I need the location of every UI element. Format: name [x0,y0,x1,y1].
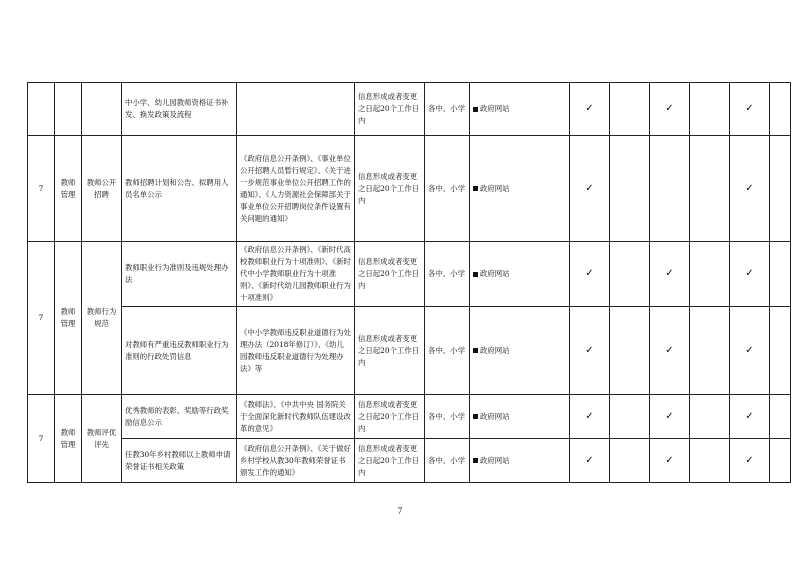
empty-cell [690,83,730,136]
category-cell: 教师管理 [55,395,82,483]
check-mark-icon: ✓ [570,136,610,242]
time-limit-cell: 信息形成或者变更之日起20个工作日内 [355,307,425,395]
subject-cell: 各中、小学 [425,439,470,483]
page-number: 7 [397,506,403,516]
subject-cell: 各中、小学 [425,242,470,307]
square-bullet-icon [473,348,478,353]
item-cell: 教师行为规范 [82,242,122,395]
content-cell: 教师招聘计划和公告、拟聘用人员名单公示 [122,136,237,242]
empty-cell [770,307,791,395]
content-cell: 任教30年乡村教师以上教师申请荣誉证书相关政策 [122,439,237,483]
table-row [28,439,791,483]
content-cell: 优秀教师的表彰、奖励等行政奖励信息公示 [122,395,237,439]
check-mark-icon: ✓ [570,242,610,307]
channel-cell [470,242,570,307]
empty-cell [690,439,730,483]
check-mark-icon: ✓ [730,439,770,483]
check-mark-icon: ✓ [730,307,770,395]
square-bullet-icon [473,186,478,191]
channel-label: 政府网站 [480,345,510,355]
empty-cell [770,439,791,483]
content-cell: 中小学、幼儿园教师资格证书补发、换发政策及流程 [122,83,237,136]
basis-cell: 《政府信息公开条例》、《新时代高校教师职业行为十项准则》、《新时代中小学教师职业行为十项准则》、《新时代幼儿园教师职业行为十项准则》 [237,242,355,307]
time-limit-cell: 信息形成或者变更之日起20个工作日内 [355,395,425,439]
square-bullet-icon [473,107,478,112]
channel-cell [470,439,570,483]
empty-cell [690,307,730,395]
category-cell: 教师管理 [55,242,82,395]
empty-cell [610,83,650,136]
subject-cell: 各中、小学 [425,395,470,439]
time-limit-cell: 信息形成或者变更之日起20个工作日内 [355,136,425,242]
check-mark-icon: ✓ [570,307,610,395]
table-row [28,136,791,242]
empty-cell [770,242,791,307]
check-mark-icon: ✓ [650,83,690,136]
check-mark-icon: ✓ [730,395,770,439]
subject-cell: 各中、小学 [425,83,470,136]
disclosure-table [27,82,791,483]
check-mark-icon: ✓ [730,136,770,242]
time-limit-cell: 信息形成或者变更之日起20个工作日内 [355,242,425,307]
check-mark-icon: ✓ [650,439,690,483]
table-row [28,395,791,439]
seq-cell: 7 [28,395,55,483]
table-row [28,242,791,307]
empty-cell [690,242,730,307]
check-mark-icon: ✓ [570,439,610,483]
channel-cell [470,307,570,395]
basis-cell [237,83,355,136]
channel-label: 政府网站 [480,269,510,278]
channel-cell [470,83,570,136]
square-bullet-icon [473,414,478,419]
channel-cell [470,395,570,439]
empty-cell [650,136,690,242]
check-mark-icon: ✓ [570,83,610,136]
square-bullet-icon [473,458,478,463]
category-cell: 教师管理 [55,136,82,242]
empty-cell [770,83,791,136]
item-cell [82,83,122,136]
empty-cell [610,242,650,307]
check-mark-icon: ✓ [650,242,690,307]
basis-cell: 《教师法》、《中共中央 国务院关于全面深化新时代教师队伍建设改革的意见》 [237,395,355,439]
check-mark-icon: ✓ [730,83,770,136]
empty-cell [770,395,791,439]
basis-cell: 《政府信息公开条例》、《事业单位公开招聘人员暂行规定》、《关于进一步规范事业单位公开招聘工作的通知》、《人力资源社会保障部关于事业单位公开招聘岗位条件设置有关问题的通知》 [237,136,355,242]
item-cell: 教师评优评先 [82,395,122,483]
table-row [28,83,791,136]
seq-cell: 7 [28,242,55,395]
seq-cell: 7 [28,136,55,242]
channel-label: 政府网站 [480,104,510,113]
check-mark-icon: ✓ [650,307,690,395]
seq-cell [28,83,55,136]
time-limit-cell: 信息形成或者变更之日起20个工作日内 [355,439,425,483]
channel-label: 政府网站 [480,455,510,465]
square-bullet-icon [473,272,478,277]
time-limit-cell: 信息形成或者变更之日起20个工作日内 [355,83,425,136]
check-mark-icon: ✓ [570,395,610,439]
content-cell: 对教师有严重违反教师职业行为准则的行政处罚信息 [122,307,237,395]
table-row [28,307,791,395]
empty-cell [690,395,730,439]
empty-cell [610,395,650,439]
empty-cell [690,136,730,242]
category-cell [55,83,82,136]
subject-cell: 各中、小学 [425,136,470,242]
check-mark-icon: ✓ [730,242,770,307]
check-mark-icon: ✓ [650,395,690,439]
subject-cell: 各中、小学 [425,307,470,395]
empty-cell [610,136,650,242]
empty-cell [610,439,650,483]
channel-cell [470,136,570,242]
channel-label: 政府网站 [480,183,510,193]
basis-cell: 《中小学教师违反职业道德行为处理办法（2018年修订）》、《幼儿园教师违反职业道德行为处理办法》等 [237,307,355,395]
channel-label: 政府网站 [480,411,510,421]
empty-cell [610,307,650,395]
content-cell: 教师职业行为准则及违规处理办法 [122,242,237,307]
basis-cell: 《政府信息公开条例》、《关于做好乡村学校从教30年教师荣誉证书颁发工作的通知》 [237,439,355,483]
empty-cell [770,136,791,242]
item-cell: 教师公开招聘 [82,136,122,242]
